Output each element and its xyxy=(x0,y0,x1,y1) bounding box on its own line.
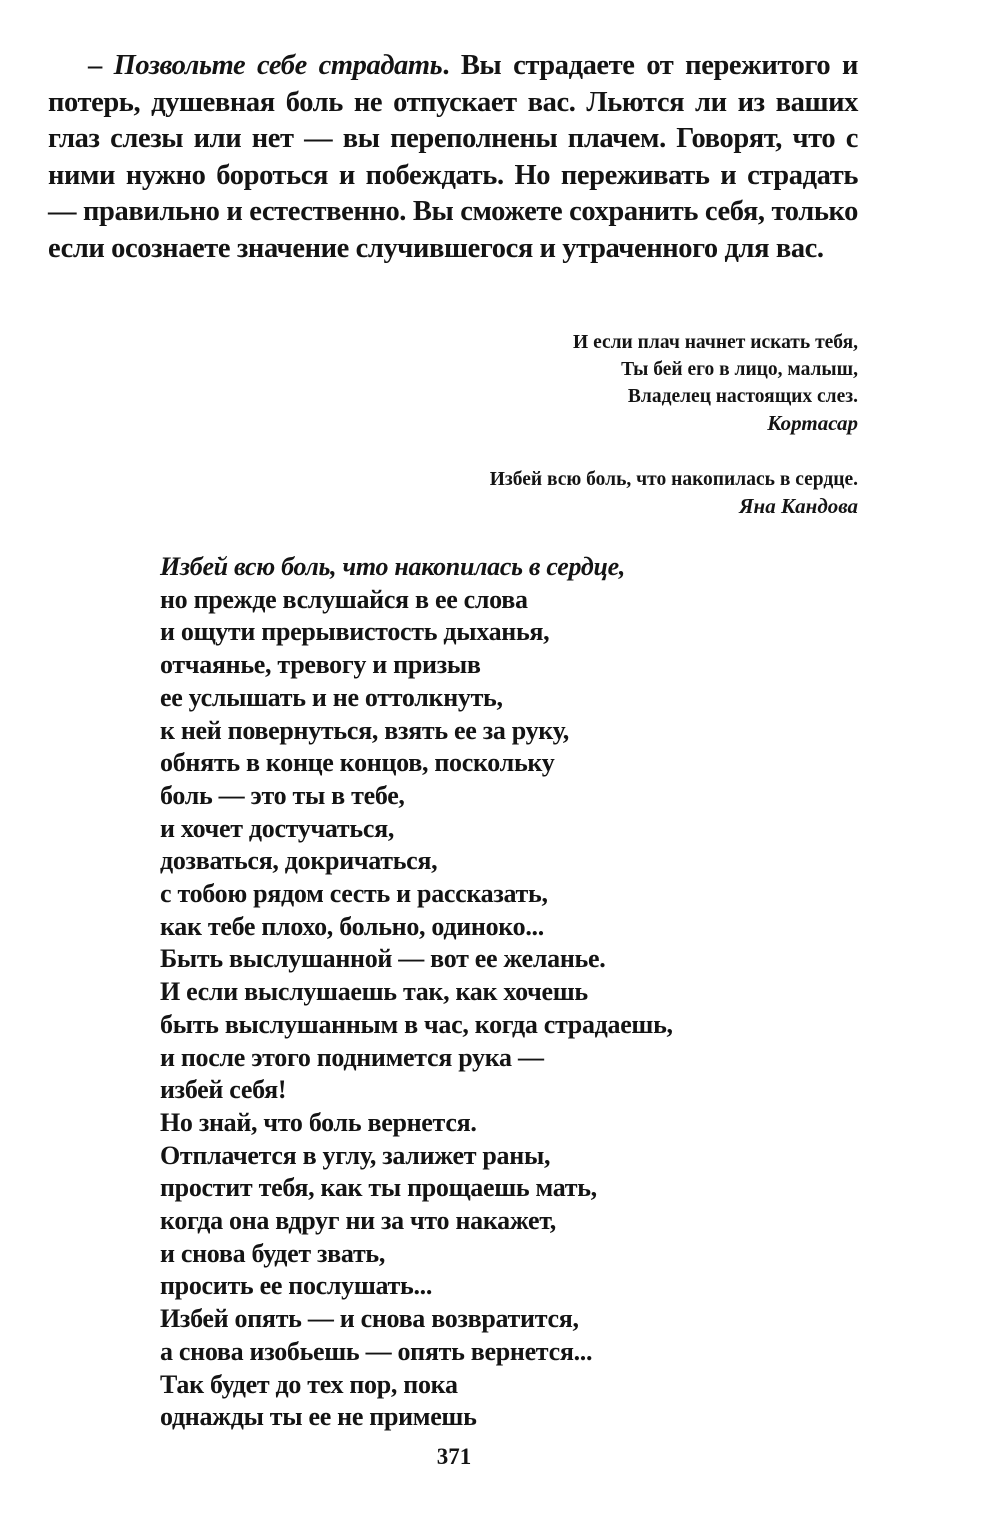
poem-line: а снова изобьешь — опять вернется... xyxy=(160,1336,593,1366)
poem-line: с тобою рядом сесть и рассказать, xyxy=(160,879,548,909)
paragraph-dash: – xyxy=(88,50,102,81)
poem-line: и снова будет звать, xyxy=(160,1238,386,1268)
poem-line: и ощути прерывистость дыханья, xyxy=(160,617,550,647)
poem-line: как тебе плохо, больно, одиноко... xyxy=(160,911,544,941)
poem-line: Отплачется в углу, залижет раны, xyxy=(160,1140,551,1170)
epigraph-author: Яна Кандова xyxy=(739,494,858,518)
poem-line: отчаянье, тревогу и призыв xyxy=(160,650,481,680)
page-number: 371 xyxy=(436,1444,472,1469)
paragraph-lead: Позвольте себе страдать xyxy=(113,50,443,81)
epigraph-line: Избей всю боль, что накопилась в сердце. xyxy=(489,469,858,490)
poem-line: просить ее послушать... xyxy=(160,1271,433,1301)
poem-line: и после этого поднимется рука — xyxy=(160,1042,544,1072)
poem-line: Но знай, что боль вернется. xyxy=(160,1107,477,1137)
opening-paragraph xyxy=(48,48,858,268)
poem-line: простит тебя, как ты прощаешь мать, xyxy=(160,1173,597,1203)
poem-line: ее услышать и не оттолкнуть, xyxy=(160,682,503,712)
poem xyxy=(160,551,860,1434)
poem-line: и хочет достучаться, xyxy=(160,813,395,843)
poem-line: однажды ты ее не примешь xyxy=(160,1402,477,1432)
poem-line: но прежде вслушайся в ее слова xyxy=(160,584,528,614)
poem-line: быть выслушанным в час, когда страдаешь, xyxy=(160,1009,673,1039)
paragraph-text: . Вы страдаете от пережитого и потерь, душевная боль не отпускает вас. Льются ли из ваших глаз слезы или нет — вы переполнены плачем. Говорят, что с ними нужно бороться и побеждать. Но переживать и страдать — правильно и естественно. Вы сможете сохранить себя, только если осознаете значение случившегося и утраченного для вас. xyxy=(48,50,858,264)
epigraph-author: Кортасар xyxy=(767,411,858,435)
poem-line: обнять в конце концов, поскольку xyxy=(160,748,555,778)
poem-line: Быть выслушанной — вот ее желанье. xyxy=(160,944,606,974)
poem-line: Избей всю боль, что накопилась в сердце, xyxy=(160,552,626,581)
poem-line: когда она вдруг ни за что накажет, xyxy=(160,1206,556,1236)
epigraph-cortazar xyxy=(258,329,858,437)
poem-line: И если выслушаешь так, как хочешь xyxy=(160,977,588,1007)
poem-line: боль — это ты в тебе, xyxy=(160,780,405,810)
poem-line: к ней повернуться, взять ее за руку, xyxy=(160,715,569,745)
poem-line: Избей опять — и снова возвратится, xyxy=(160,1304,579,1334)
poem-line: избей себя! xyxy=(160,1075,287,1105)
epigraph-kandova xyxy=(258,466,858,520)
poem-line: Так будет до тех пор, пока xyxy=(160,1369,458,1399)
poem-line: дозваться, докричаться, xyxy=(160,846,438,876)
epigraph-line: Владелец настоящих слез. xyxy=(627,386,858,407)
epigraph-line: И если плач начнет искать тебя, xyxy=(573,332,858,353)
epigraph-line: Ты бей его в лицо, малыш, xyxy=(621,359,858,380)
